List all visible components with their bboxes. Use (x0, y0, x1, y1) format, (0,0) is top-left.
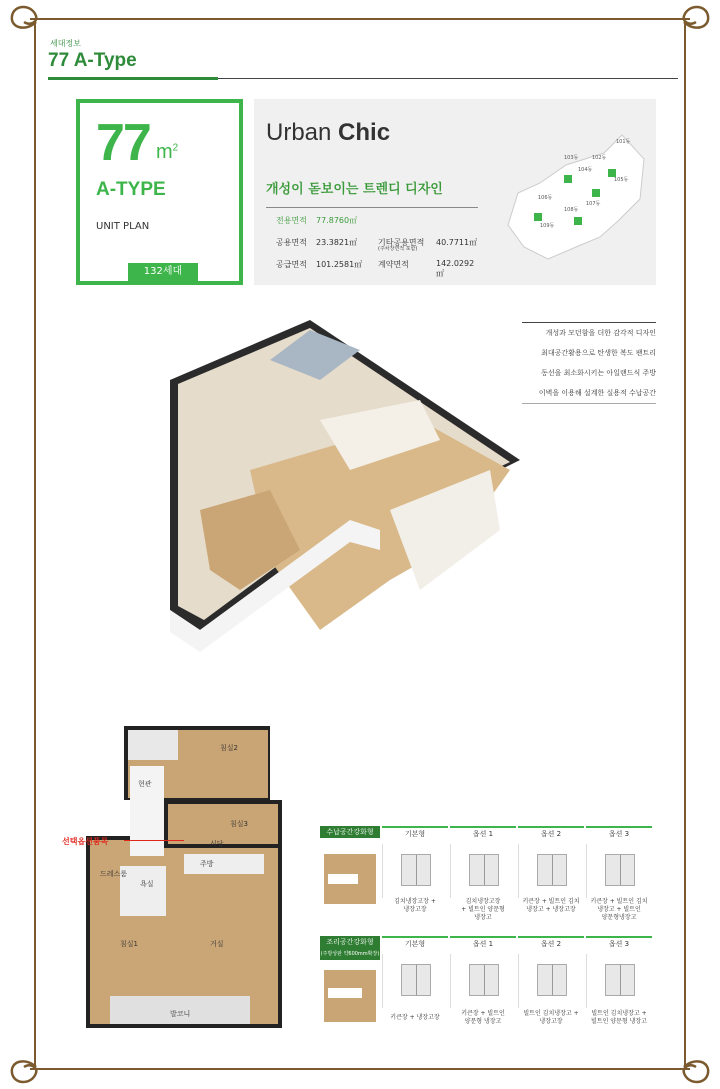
storage-option-note: 김치냉장고장 + 빌트인 양문형 냉장고 (461, 898, 505, 921)
other-common-area-value: 40.7711㎡ (436, 238, 478, 247)
other-common-area-note: (주차장면적 포함) (378, 246, 418, 252)
fridge-image (469, 854, 499, 886)
area-table (266, 207, 478, 278)
2d-floor-plan (80, 726, 290, 1031)
room-label: 침실2 (220, 744, 238, 752)
area-row (266, 252, 478, 278)
kitchen-option-note: 빌트인 김치냉장고 + 빌트인 양문형 냉장고 (591, 1010, 647, 1025)
room-label: 식당 (210, 840, 224, 848)
storage-col-header: 기본형 (382, 826, 448, 840)
kitchen-col-header: 기본형 (382, 936, 448, 950)
frame-top (30, 18, 690, 20)
site-map (504, 129, 650, 269)
fridge-image (537, 964, 567, 996)
option-callout-line (124, 840, 184, 841)
feature-item: 동선을 최소화시키는 아일랜드식 주방 (541, 369, 656, 377)
corner-ornament-tr (678, 2, 714, 38)
storage-option-cell (586, 844, 653, 898)
page-title: 77 A-Type (48, 50, 137, 71)
kitchen-option-title: 조리공간강화형 (320, 936, 380, 948)
kitchen-option-cell (586, 954, 653, 1008)
area-row (266, 208, 478, 230)
unit-summary-box (76, 99, 243, 285)
kitchen-option-cell (382, 954, 449, 1008)
site-building-label: 102동 (592, 155, 607, 161)
site-building-label: 107동 (586, 201, 601, 207)
site-building-label: 109동 (540, 223, 555, 229)
common-area-value: 23.3821㎡ (316, 238, 358, 247)
area-number: 77 (96, 114, 150, 172)
storage-col-header: 옵션 3 (586, 826, 652, 840)
isometric-floor-plan (160, 310, 530, 700)
fridge-image (537, 854, 567, 886)
room-label: 발코니 (170, 1010, 191, 1018)
room-label: 욕실 (140, 880, 154, 888)
contract-area-value: 142.0292㎡ (436, 259, 475, 278)
fridge-image (605, 964, 635, 996)
exclusive-area-value: 77.8760㎡ (316, 216, 358, 225)
fridge-image (401, 854, 431, 886)
common-area-label: 공용면적 (276, 238, 307, 247)
unit-type: A-TYPE (96, 179, 166, 200)
corner-ornament-tl (6, 2, 42, 38)
concept-title: Urban Chic (266, 119, 391, 146)
storage-option-cell (450, 844, 517, 898)
kitchen-col-header: 옵션 1 (450, 936, 516, 950)
site-building-label: 104동 (578, 167, 593, 173)
fridge-image (605, 854, 635, 886)
site-building-label: 101동 (616, 139, 631, 145)
supply-area-label: 공급면적 (276, 260, 307, 269)
kitchen-option-cell (518, 954, 585, 1008)
fridge-image (469, 964, 499, 996)
kitchen-option-note: 빌트인 김치냉장고 + 냉장고장 (523, 1010, 579, 1025)
storage-col-header: 옵션 2 (518, 826, 584, 840)
feature-item: 최대공간활용으로 탄생한 복도 팬트리 (541, 349, 656, 357)
storage-option-note: 키큰장 + 빌트인 김치 냉장고 + 빌트인 양문형냉장고 (590, 898, 648, 921)
concept-panel (254, 99, 656, 285)
room-label: 현관 (138, 780, 152, 788)
kitchen-option-cell (450, 954, 517, 1008)
room-label: 침실1 (120, 940, 138, 948)
household-count-badge: 132세대 (128, 263, 198, 281)
site-building-label: 106동 (538, 195, 553, 201)
storage-option-cell (518, 844, 585, 898)
feature-item: 개성과 모던함을 더한 감각적 디자인 (545, 329, 656, 337)
kitchen-option-subtitle: (주방상판 약600mm확장) (320, 948, 380, 960)
kitchen-thumbnail (320, 964, 380, 1028)
frame-right (684, 22, 686, 1068)
room-label: 드레스룸 (100, 870, 128, 878)
storage-option-title: 수납공간강화형 (320, 826, 380, 838)
kitchen-col-header: 옵션 2 (518, 936, 584, 950)
feature-list (522, 322, 656, 404)
storage-option-note: 김치냉장고장 + 냉장고장 (394, 898, 436, 913)
site-building-label: 108동 (564, 207, 579, 213)
contract-area-label: 계약면적 (378, 260, 409, 269)
section-label: 세대정보 (50, 39, 81, 48)
corner-ornament-bl (6, 1051, 42, 1087)
room-label: 주방 (200, 860, 214, 868)
site-building-label: 103동 (564, 155, 579, 161)
frame-left (34, 22, 36, 1068)
header-accent-bar (48, 77, 218, 80)
room-label: 침실3 (230, 820, 248, 828)
storage-col-header: 옵션 1 (450, 826, 516, 840)
room-label: 거실 (210, 940, 224, 948)
site-building-label: 105동 (614, 177, 629, 183)
area-unit: $m^2$ (156, 141, 179, 163)
area-row (266, 230, 478, 252)
corner-ornament-br (678, 1051, 714, 1087)
supply-area-value: 101.2581㎡ (316, 260, 363, 269)
storage-option-note: 키큰장 + 빌트인 김치 냉장고 + 냉장고장 (522, 898, 580, 913)
storage-thumbnail (320, 844, 380, 914)
storage-option-cell (382, 844, 449, 898)
feature-item: 이벽을 이용해 설계한 실용적 수납공간 (538, 389, 656, 397)
kitchen-option-note: 키큰장 + 냉장고장 (390, 1014, 440, 1021)
exclusive-area-label: 전용면적 (276, 216, 307, 225)
fridge-image (401, 964, 431, 996)
unit-plan-label: UNIT PLAN (96, 221, 150, 232)
kitchen-col-header: 옵션 3 (586, 936, 652, 950)
other-common-area-label: 기타공용면적 (378, 238, 425, 247)
concept-slogan: 개성이 돋보이는 트렌디 디자인 (266, 182, 443, 197)
option-item-label: 선택옵션품목 (62, 837, 109, 846)
kitchen-option-note: 키큰장 + 빌트인 양문형 냉장고 (461, 1010, 505, 1025)
frame-bottom (30, 1068, 690, 1070)
